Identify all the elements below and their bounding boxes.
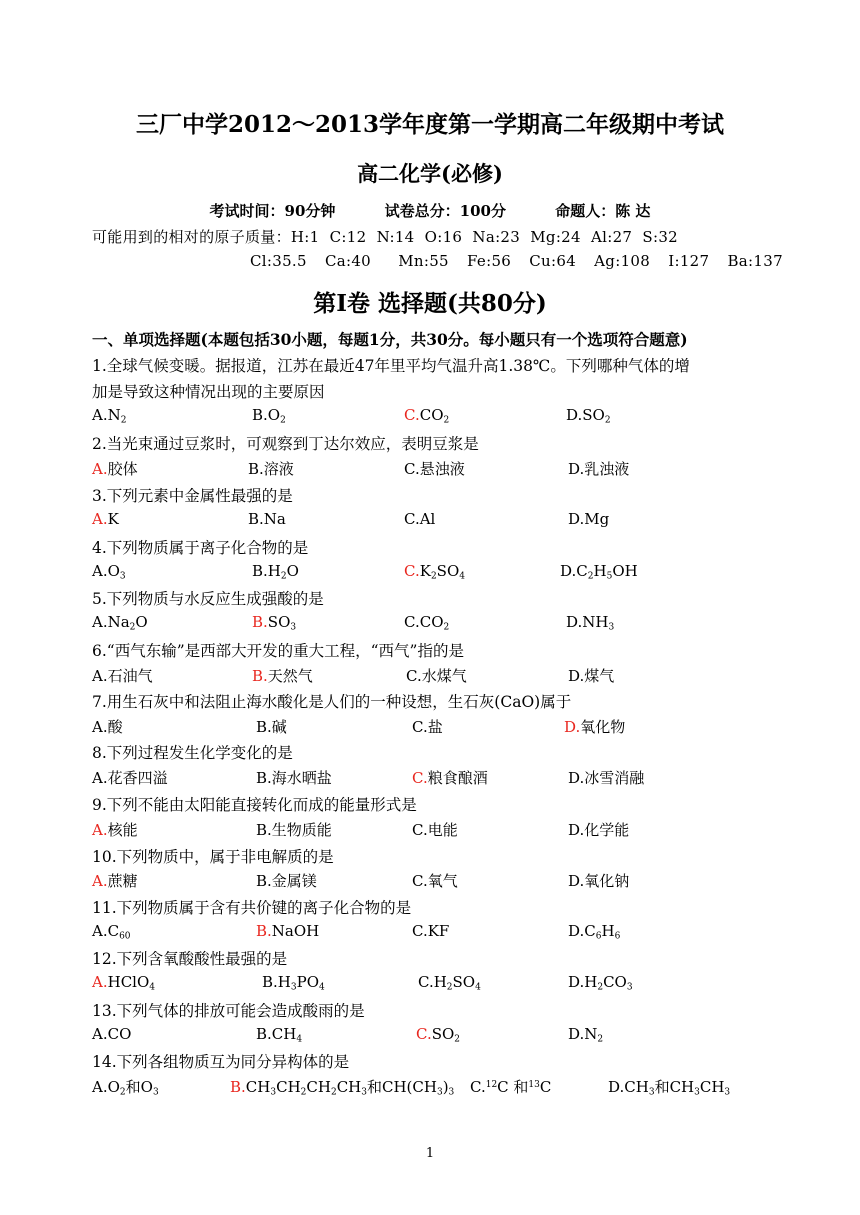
q3-option-c[interactable]: C.Al <box>404 510 436 528</box>
q8-option-a[interactable]: A.花香四溢 <box>92 769 168 787</box>
q8-option-d[interactable]: D.冰雪消融 <box>568 769 645 787</box>
q11-option-a[interactable]: $A.C_{60}$ <box>92 922 131 942</box>
q5-option-a[interactable]: $A.Na_2O$ <box>92 613 148 633</box>
q11-option-b[interactable]: B.NaOH <box>256 922 320 940</box>
q11-option-c[interactable]: C.KF <box>412 922 450 940</box>
question-6-stem: 6.“西气东输”是西部大开发的重大工程，“西气”指的是 <box>92 642 464 660</box>
question-3-stem: 3.下列元素中金属性最强的是 <box>92 487 293 505</box>
q9-option-c[interactable]: C.电能 <box>412 821 458 839</box>
question-5-stem: 5.下列物质与水反应生成强酸的是 <box>92 590 324 608</box>
q6-option-c[interactable]: C.水煤气 <box>406 667 467 685</box>
q5-option-c[interactable]: $C.CO_2$ <box>404 613 450 633</box>
q6-option-b[interactable]: B.天然气 <box>252 667 313 685</box>
q8-option-b[interactable]: B.海水晒盐 <box>256 769 332 787</box>
q2-option-c[interactable]: C.悬浊液 <box>404 460 465 478</box>
q11-option-d[interactable]: $D.C_6H_6$ <box>568 922 621 942</box>
page-number: 1 <box>425 1146 435 1161</box>
question-1-stem: 1.全球气候变暖。据报道，江苏在最近47年里平均气温升高1.38℃。下列哪种气体的增 <box>92 357 690 375</box>
q9-option-b[interactable]: B.生物质能 <box>256 821 332 839</box>
question-1-stem-cont: 加是导致这种情况出现的主要原因 <box>92 383 325 401</box>
q13-option-b[interactable]: $B.CH_4$ <box>256 1025 303 1045</box>
question-8-stem: 8.下列过程发生化学变化的是 <box>92 744 293 762</box>
question-2-stem: 2.当光束通过豆浆时，可观察到丁达尔效应，表明豆浆是 <box>92 435 479 453</box>
q12-option-c[interactable]: $C.H_2SO_4$ <box>418 973 481 993</box>
question-12-stem: 12.下列含氧酸酸性最强的是 <box>92 950 288 968</box>
exam-author: 命题人：陈 达 <box>555 202 651 220</box>
question-10-stem: 10.下列物质中，属于非电解质的是 <box>92 848 334 866</box>
q12-option-a[interactable]: A.HClO$_4$ <box>92 973 155 993</box>
q1-option-c[interactable]: $C.CO_2$ <box>404 406 450 426</box>
q2-option-b[interactable]: B.溶液 <box>248 460 294 478</box>
exam-meta <box>0 200 860 221</box>
q3-option-a[interactable]: A.K <box>92 510 119 528</box>
q1-option-d[interactable]: $D.SO_2$ <box>566 406 611 426</box>
question-13-stem: 13.下列气体的排放可能会造成酸雨的是 <box>92 1002 365 1020</box>
question-9-stem: 9.下列不能由太阳能直接转化而成的能量形式是 <box>92 796 417 814</box>
q12-option-b[interactable]: $B.H_3PO_4$ <box>262 973 325 993</box>
q6-option-a[interactable]: A.石油气 <box>92 667 153 685</box>
atomic-masses-line2: Cl:35.5 Ca:40 Mn:55 Fe:56 Cu:64 Ag:108 I:127 Ba:137 <box>250 252 783 270</box>
q9-option-d[interactable]: D.化学能 <box>568 821 630 839</box>
exam-subtitle: 高二化学(必修) <box>357 161 503 186</box>
part-title: 第Ⅰ卷 选择题(共80分) <box>313 290 547 317</box>
exam-title: 三厂中学2012～2013学年度第一学期高二年级期中考试 <box>135 111 725 138</box>
question-11-stem: 11.下列物质属于含有共价键的离子化合物的是 <box>92 899 412 917</box>
q13-option-d[interactable]: $D.N_2$ <box>568 1025 604 1045</box>
q2-option-d[interactable]: D.乳浊液 <box>568 460 630 478</box>
q13-option-c[interactable]: $C.SO_2$ <box>416 1025 461 1045</box>
q2-option-a[interactable]: A.胶体 <box>92 460 138 478</box>
q1-option-b[interactable]: $B.O_2$ <box>252 406 286 426</box>
exam-time: 考试时间：90分钟 <box>209 202 336 220</box>
q10-option-a[interactable]: A.蔗糖 <box>92 872 138 890</box>
q4-option-d[interactable]: $D.C_2H_5OH$ <box>560 562 638 582</box>
q10-option-d[interactable]: D.氧化钠 <box>568 872 630 890</box>
exam-score: 试卷总分：100分 <box>384 202 506 220</box>
question-14-stem: 14.下列各组物质互为同分异构体的是 <box>92 1053 350 1071</box>
q3-option-b[interactable]: B.Na <box>248 510 286 528</box>
q13-option-a[interactable]: A.CO <box>92 1025 132 1043</box>
q1-option-a[interactable]: $A.N_2$ <box>92 406 127 426</box>
section-title: 一、单项选择题(本题包括30小题，每题1分，共30分。每小题只有一个选项符合题意) <box>92 330 688 349</box>
q7-option-c[interactable]: C.盐 <box>412 718 443 736</box>
q10-option-b[interactable]: B.金属镁 <box>256 872 317 890</box>
q6-option-d[interactable]: D.煤气 <box>568 667 615 685</box>
q14-option-c[interactable]: C.$^{12}$C 和$^{13}$C <box>470 1078 552 1096</box>
q14-option-a[interactable]: $A.O_2$和$O_3$ <box>92 1078 159 1098</box>
q7-option-a[interactable]: A.酸 <box>92 718 123 736</box>
question-4-stem: 4.下列物质属于离子化合物的是 <box>92 539 309 557</box>
q14-option-d[interactable]: $D.CH_3$和$CH_3CH_3$ <box>608 1078 731 1098</box>
q8-option-c[interactable]: C.粮食酿酒 <box>412 769 488 787</box>
q12-option-d[interactable]: $D.H_2CO_3$ <box>568 973 633 993</box>
q7-option-d[interactable]: D.氧化物 <box>564 718 626 736</box>
q4-option-a[interactable]: $A.O_3$ <box>92 562 126 582</box>
q7-option-b[interactable]: B.碱 <box>256 718 287 736</box>
q3-option-d[interactable]: D.Mg <box>568 510 610 528</box>
q10-option-c[interactable]: C.氧气 <box>412 872 458 890</box>
q9-option-a[interactable]: A.核能 <box>92 821 138 839</box>
q4-option-c[interactable]: $C.K_2SO_4$ <box>404 562 465 582</box>
atomic-masses-line1: 可能用到的相对的原子质量：H:1 C:12 N:14 O:16 Na:23 Mg:24 Al:27 S:32 <box>92 228 679 246</box>
q5-option-d[interactable]: $D.NH_3$ <box>566 613 615 633</box>
q14-option-b[interactable]: $B.CH_3CH_2CH_2CH_3$和$CH(CH_3)_3$ <box>230 1078 455 1098</box>
q5-option-b[interactable]: $B.SO_3$ <box>252 613 297 633</box>
q4-option-b[interactable]: $B.H_2O$ <box>252 562 299 582</box>
question-7-stem: 7.用生石灰中和法阻止海水酸化是人们的一种设想，生石灰(CaO)属于 <box>92 693 572 711</box>
